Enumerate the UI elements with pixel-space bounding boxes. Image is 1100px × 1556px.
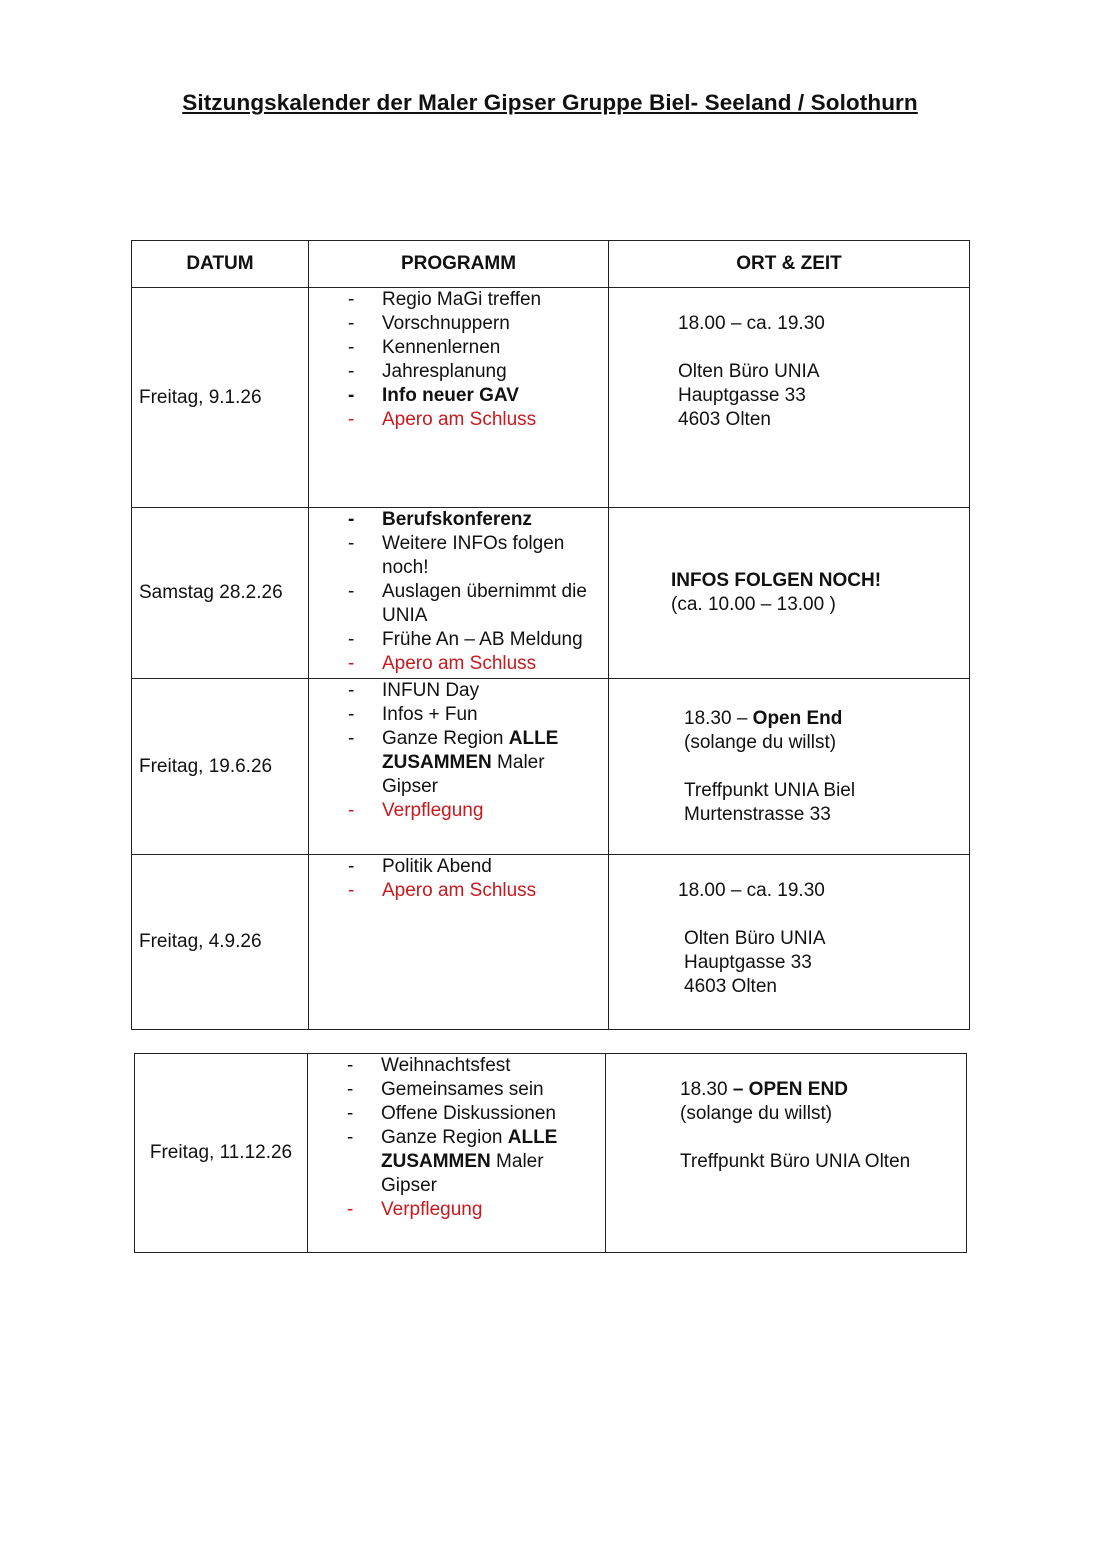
row-program <box>309 508 609 679</box>
row-place <box>609 288 970 508</box>
list-item: - INFUN Day <box>382 679 602 703</box>
row-date: Freitag, 4.9.26 <box>132 855 309 1030</box>
table-row <box>132 679 970 855</box>
item-emphasis: ALLE ZUSAMMEN <box>382 728 559 773</box>
place-line: (solange du willst) <box>684 731 837 753</box>
list-item: - Kennenlernen <box>382 336 602 360</box>
row-place <box>606 1054 967 1253</box>
list-item: - Frühe An – AB Meldung <box>382 628 602 652</box>
list-item <box>381 1126 599 1198</box>
schedule-table <box>131 240 970 1030</box>
place-line: Hauptgasse 33 <box>684 952 812 973</box>
list-item: - Gemeinsames sein <box>381 1078 599 1102</box>
row-date: Freitag, 11.12.26 <box>135 1054 308 1253</box>
item-text: Ganze Region <box>382 728 509 749</box>
row-place <box>609 679 970 855</box>
program-list <box>309 508 608 676</box>
row-date: Samstag 28.2.26 <box>132 508 309 679</box>
row-place <box>609 855 970 1030</box>
place-line: Olten Büro UNIA <box>684 928 826 949</box>
header-place: ORT & ZEIT <box>609 241 970 288</box>
list-item: - Apero am Schluss <box>382 879 602 903</box>
list-item: - Politik Abend <box>382 855 602 879</box>
row-date: Freitag, 9.1.26 <box>132 288 309 508</box>
row-program <box>309 855 609 1030</box>
list-item: - Weitere INFOs folgen noch! <box>382 532 602 580</box>
header-program: PROGRAMM <box>309 241 609 288</box>
header-date: DATUM <box>132 241 309 288</box>
table-row <box>132 855 970 1030</box>
list-item: - Apero am Schluss <box>382 652 602 676</box>
time-emphasis: – OPEN END <box>732 1079 848 1100</box>
program-list <box>309 288 608 432</box>
list-item: - Apero am Schluss <box>382 408 602 432</box>
list-item: - Verpflegung <box>381 1198 599 1222</box>
list-item: - Verpflegung <box>382 799 602 823</box>
program-list <box>309 855 608 903</box>
item-text: Ganze Region <box>381 1127 508 1148</box>
spacer <box>678 336 969 360</box>
row-program <box>309 679 609 855</box>
list-item: - Weihnachtsfest <box>381 1054 599 1078</box>
table-row <box>135 1054 967 1253</box>
program-list <box>309 679 608 823</box>
list-item: - Infos + Fun <box>382 703 602 727</box>
place-line: Hauptgasse 33 <box>678 385 806 406</box>
place-line: Treffpunkt Büro UNIA Olten <box>680 1151 911 1172</box>
row-date: Freitag, 19.6.26 <box>132 679 309 855</box>
list-item: - Info neuer GAV <box>382 384 602 408</box>
place-time <box>678 707 969 731</box>
place-time: 18.00 – ca. 19.30 <box>678 880 825 901</box>
page-title: Sitzungskalender der Maler Gipser Gruppe Biel- Seeland / Solothurn <box>182 90 918 115</box>
table-row <box>132 508 970 679</box>
list-item: - Vorschnuppern <box>382 312 602 336</box>
item-text: Maler Gipser <box>382 752 545 797</box>
spacer <box>678 903 969 927</box>
place-line: 4603 Olten <box>678 409 771 430</box>
table-header-row <box>132 241 970 288</box>
list-item: - Berufskonferenz <box>382 508 602 532</box>
time-emphasis: Open End <box>752 707 843 729</box>
place-line: INFOS FOLGEN NOCH! <box>671 570 882 591</box>
place-line: (ca. 10.00 – 13.00 ) <box>671 594 836 615</box>
spacer <box>680 1126 966 1150</box>
schedule-table-secondary <box>134 1053 967 1253</box>
time-text: 18.30 – <box>684 707 753 729</box>
item-text: Maler Gipser <box>381 1151 544 1196</box>
table-row <box>132 288 970 508</box>
place-line: 4603 Olten <box>684 976 777 997</box>
place-line: (solange du willst) <box>680 1103 833 1124</box>
time-text: 18.30 <box>680 1079 733 1100</box>
place-line: Treffpunkt UNIA Biel <box>684 779 856 801</box>
list-item <box>382 727 602 799</box>
program-list <box>308 1054 605 1222</box>
list-item: - Jahresplanung <box>382 360 602 384</box>
list-item: - Offene Diskussionen <box>381 1102 599 1126</box>
row-place <box>609 508 970 679</box>
spacer <box>678 755 969 779</box>
list-item: - Auslagen übernimmt die UNIA <box>382 580 602 628</box>
row-program <box>309 288 609 508</box>
place-time <box>680 1078 966 1102</box>
place-line: Olten Büro UNIA <box>678 361 820 382</box>
item-emphasis: ALLE ZUSAMMEN <box>381 1127 558 1172</box>
place-line: Murtenstrasse 33 <box>684 803 831 825</box>
row-program <box>308 1054 606 1253</box>
list-item: - Regio MaGi treffen <box>382 288 602 312</box>
place-time: 18.00 – ca. 19.30 <box>678 313 825 334</box>
